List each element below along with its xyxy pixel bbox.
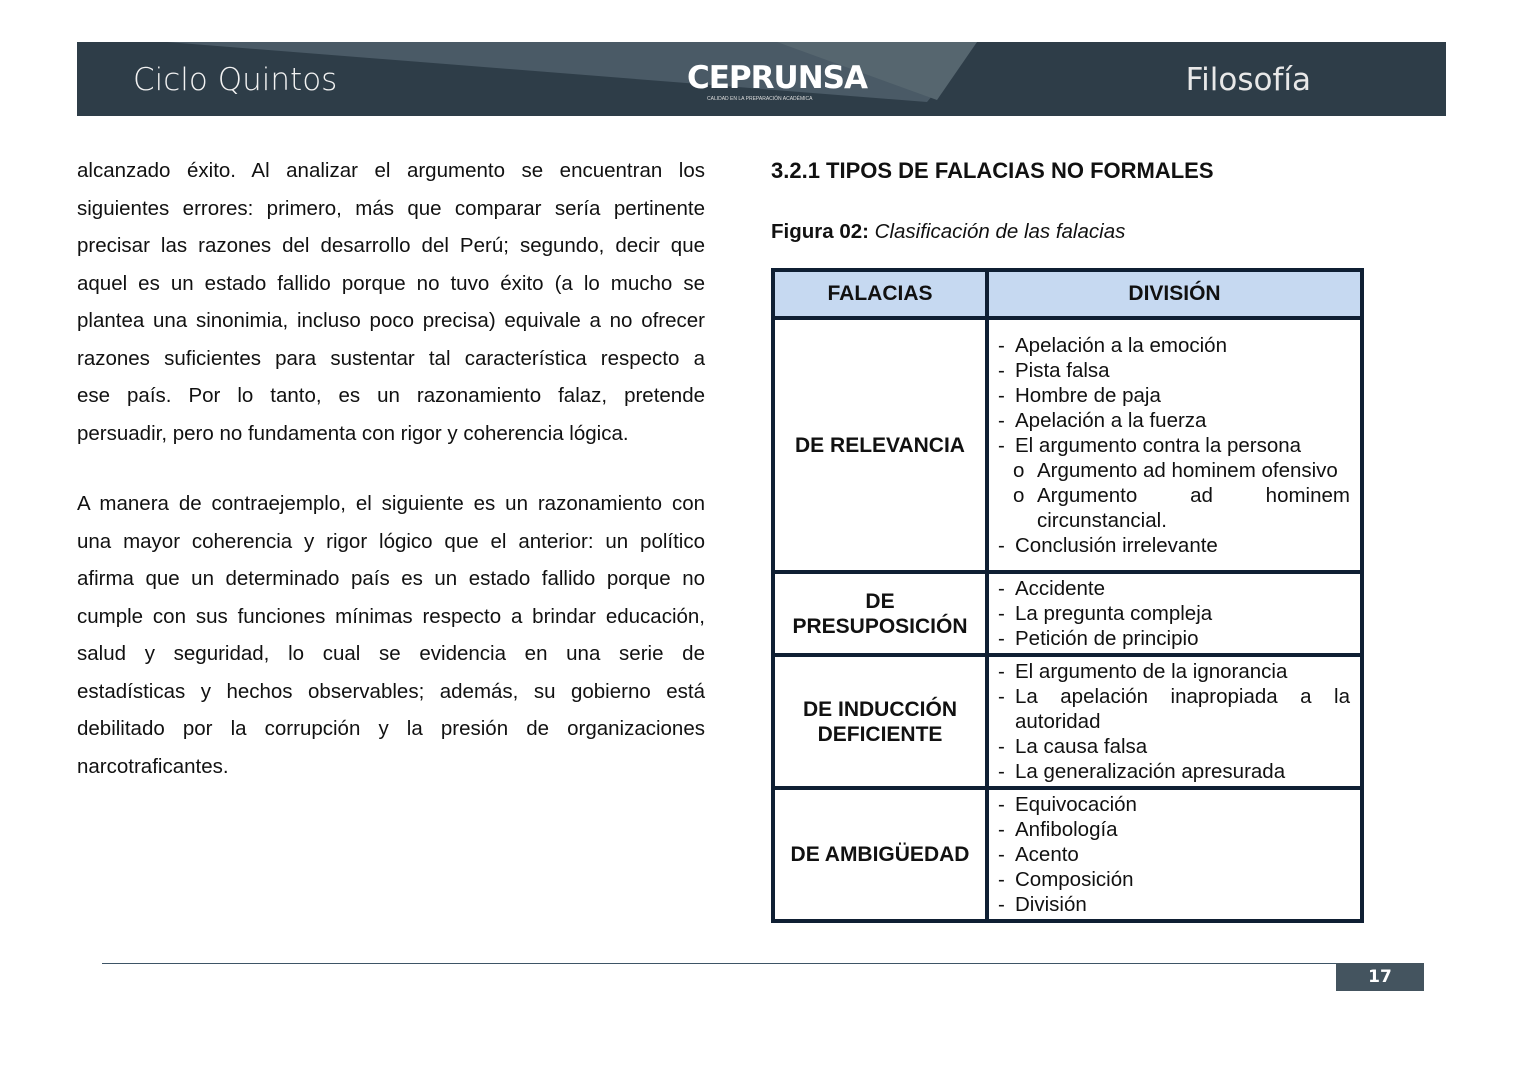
fallacy-division <box>987 788 1362 921</box>
text-line: una mayor coherencia y rigor lógico que el anterior: un político <box>77 529 705 553</box>
item-text: División <box>1015 893 1087 916</box>
figure-label: Figura 02: <box>771 220 869 243</box>
category-line: DE <box>865 589 895 613</box>
sub-item-text: Argumento ad hominem ofensivo <box>1037 458 1338 482</box>
item-text: Equivocación <box>1015 793 1137 816</box>
circle-bullet-icon: o <box>1013 458 1025 482</box>
circle-bullet-icon: o <box>1013 483 1025 507</box>
dash-bullet: - <box>998 358 1005 382</box>
list-item <box>998 408 1350 433</box>
dash-bullet: - <box>998 602 1005 625</box>
item-text: Apelación a la emoción <box>1015 333 1227 357</box>
text-line: A manera de contraejemplo, el siguiente es un razonamiento con <box>77 492 705 515</box>
list-item <box>998 433 1350 458</box>
dash-bullet: - <box>998 533 1005 557</box>
list-item <box>998 684 1350 734</box>
list-item <box>998 659 1350 684</box>
fallacy-category <box>773 655 987 788</box>
dash-bullet: - <box>998 868 1005 891</box>
list-item <box>998 892 1350 917</box>
list-item <box>998 533 1350 558</box>
category-line: DEFICIENTE <box>817 722 943 746</box>
section-title: 3.2.1 TIPOS DE FALACIAS NO FORMALES <box>771 158 1214 183</box>
fallacy-category <box>773 572 987 655</box>
dash-bullet: - <box>998 818 1005 841</box>
item-text: La generalización apresurada <box>1015 760 1286 783</box>
dash-bullet: - <box>998 408 1005 432</box>
footer-divider <box>102 963 1337 964</box>
item-text: El argumento de la ignorancia <box>1015 660 1288 683</box>
subject-name: Filosofía <box>1185 62 1311 98</box>
dash-bullet: - <box>998 383 1005 407</box>
paragraph <box>77 485 705 785</box>
list-item <box>998 576 1350 601</box>
list-item <box>998 601 1350 626</box>
fallacies-table <box>771 268 1364 923</box>
table-row <box>773 655 1362 788</box>
dash-bullet: - <box>998 760 1005 783</box>
header-falacias: FALACIAS <box>773 270 987 318</box>
text-line: estadísticas y hechos observables; además, su gobierno está <box>77 679 705 703</box>
category-line: DE INDUCCIÓN <box>802 697 957 721</box>
dash-bullet: - <box>998 660 1005 683</box>
list-item <box>998 867 1350 892</box>
item-text: Hombre de paja <box>1015 383 1161 407</box>
logo-tagline: CALIDAD EN LA PREPARACIÓN ACADÉMICA <box>707 96 813 102</box>
table-row <box>773 318 1362 572</box>
sub-item-text: Argumento ad hominem circunstancial. <box>1037 483 1350 532</box>
dash-bullet: - <box>998 433 1005 457</box>
sub-list-item <box>998 458 1350 483</box>
fallacy-division <box>987 318 1362 572</box>
text-line: ese país. Por lo tanto, es un razonamiento falaz, pretende <box>77 384 705 407</box>
dash-bullet: - <box>998 843 1005 866</box>
figure-caption <box>771 220 1125 244</box>
list-item <box>998 759 1350 784</box>
text-line: razones suficientes para sustentar tal característica respecto a <box>77 346 705 370</box>
list-item <box>998 626 1350 651</box>
dash-bullet: - <box>998 793 1005 816</box>
list-item <box>998 817 1350 842</box>
text-line: plantea una sinonimia, incluso poco precisa) equivale a no ofrecer <box>77 309 705 332</box>
item-text: La pregunta compleja <box>1015 602 1213 625</box>
header-division: DIVISIÓN <box>987 270 1362 318</box>
table-row <box>773 788 1362 921</box>
fallacy-category <box>773 318 987 572</box>
text-line: debilitado por la corrupción y la presión de organizaciones <box>77 717 705 740</box>
fallacy-division <box>987 572 1362 655</box>
item-text: Petición de principio <box>1015 627 1199 650</box>
text-line: narcotraficantes. <box>77 754 229 778</box>
dash-bullet: - <box>998 577 1005 600</box>
list-item <box>998 358 1350 383</box>
item-text: Pista falsa <box>1015 358 1110 382</box>
page-number: 17 <box>1336 963 1424 991</box>
sub-list-item <box>998 483 1350 533</box>
table-row <box>773 572 1362 655</box>
list-item <box>998 333 1350 358</box>
item-text: Conclusión irrelevante <box>1015 533 1218 557</box>
item-text: Accidente <box>1015 577 1106 600</box>
item-text: La apelación inapropiada a la autoridad <box>1015 685 1350 733</box>
figure-title: Clasificación de las falacias <box>874 220 1126 243</box>
text-line: afirma que un determinado país es un estado fallido porque no <box>77 567 705 590</box>
text-line: precisar las razones del desarrollo del Perú; segundo, decir que <box>77 234 705 257</box>
fallacy-division <box>987 655 1362 788</box>
text-line: cumple con sus funciones mínimas respecto a brindar educación, <box>77 604 705 628</box>
ceprunsa-logo: CEPRUNSA <box>687 60 867 96</box>
fallacy-category <box>773 788 987 921</box>
category-line: DE AMBIGÜEDAD <box>790 843 970 866</box>
page-header <box>77 42 1446 116</box>
list-item <box>998 792 1350 817</box>
item-text: La causa falsa <box>1015 735 1148 758</box>
dash-bullet: - <box>998 627 1005 650</box>
item-text: Apelación a la fuerza <box>1015 408 1207 432</box>
text-line: siguientes errores: primero, más que comparar sería pertinente <box>77 196 705 220</box>
list-item <box>998 842 1350 867</box>
item-text: Acento <box>1015 843 1079 866</box>
text-line: alcanzado éxito. Al analizar el argumento se encuentran los <box>77 159 705 182</box>
item-text: El argumento contra la persona <box>1015 433 1302 457</box>
text-line: aquel es un estado fallido porque no tuvo éxito (a lo mucho se <box>77 271 705 295</box>
item-text: Composición <box>1015 868 1134 891</box>
dash-bullet: - <box>998 333 1005 357</box>
paragraph <box>77 152 705 452</box>
dash-bullet: - <box>998 893 1005 916</box>
text-line: salud y seguridad, lo cual se evidencia en una serie de <box>77 642 705 665</box>
dash-bullet: - <box>998 685 1005 708</box>
dash-bullet: - <box>998 735 1005 758</box>
category-line: DE RELEVANCIA <box>795 433 965 457</box>
category-line: PRESUPOSICIÓN <box>792 614 968 638</box>
body-text <box>77 152 705 785</box>
list-item <box>998 734 1350 759</box>
course-cycle: Ciclo Quintos <box>133 62 338 98</box>
text-line: persuadir, pero no fundamenta con rigor y coherencia lógica. <box>77 421 629 445</box>
list-item <box>998 383 1350 408</box>
item-text: Anfibología <box>1015 818 1118 841</box>
